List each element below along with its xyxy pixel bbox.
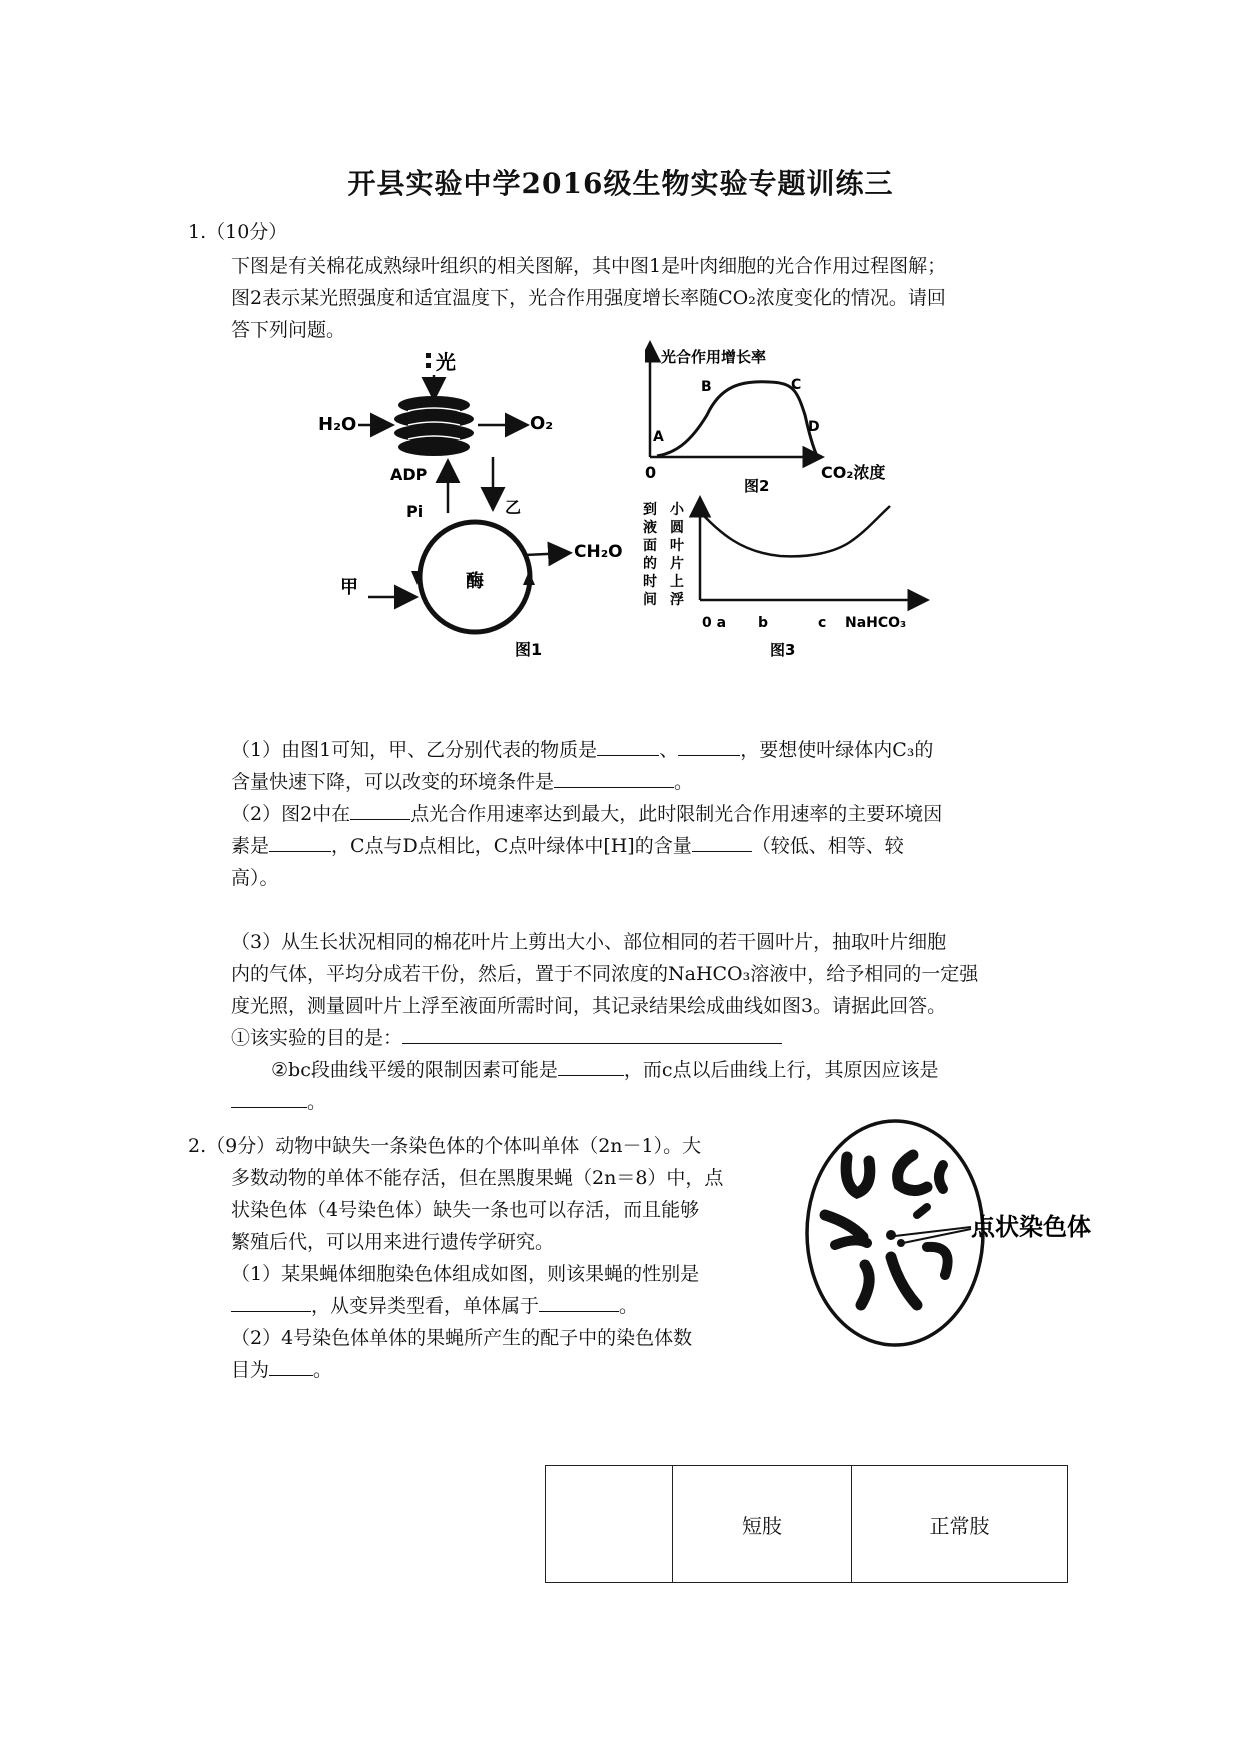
dot-chromosome [886, 1230, 896, 1240]
answer-blank[interactable] [402, 1023, 782, 1044]
table-row [546, 1466, 1068, 1583]
answer-blank[interactable] [350, 799, 410, 820]
figure-3-nahco3-curve [640, 492, 930, 672]
answer-blank[interactable] [231, 1087, 307, 1108]
q1-intro-line-3: 答下列问题。 [231, 319, 346, 341]
chromosome-shape [891, 1257, 917, 1305]
svg-text:的: 的 [643, 556, 657, 572]
cycle-arrow-icon [523, 571, 535, 585]
svg-text:浮: 浮 [670, 592, 684, 608]
chromosome-shape [835, 1240, 867, 1245]
q1-sub3-line3: 度光照，测量圆叶片上浮至液面所需时间，其记录结果绘成曲线如图3。请据此回答。 [231, 995, 947, 1017]
q2-sub1-line2: ，从变异类型看，单体属于 。 [231, 1290, 638, 1322]
q1-sub1-line1: （1）由图1可知，甲、乙分别代表的物质是 、 ，要想使叶绿体内C₃的 [231, 734, 933, 766]
tick-label: c [818, 615, 827, 631]
light-dot-icon [426, 363, 431, 368]
q2-sub2-line1: （2）4号染色体单体的果蝇所产生的配子中的染色体数 [231, 1327, 693, 1349]
ch2o-label: CH₂O [574, 542, 623, 562]
answer-blank[interactable] [269, 831, 331, 852]
enzyme-label: 酶 [466, 571, 484, 592]
chromosome-shape [917, 1207, 927, 1215]
figure-1-caption: 图1 [515, 640, 543, 659]
q2-line2: 多数动物的单体不能存活，但在黑腹果蝇（2n＝8）中，点 [231, 1167, 724, 1189]
page-title: 开县实验中学2016级生物实验专题训练三 [347, 167, 894, 200]
thylakoid-disc [398, 438, 470, 456]
q2-line4: 繁殖后代，可以用来进行遗传学研究。 [231, 1231, 555, 1253]
figure-2-caption: 图2 [744, 477, 770, 495]
o2-label: O₂ [530, 413, 554, 434]
figure-3-caption: 图3 [770, 641, 796, 659]
svg-text:片: 片 [670, 556, 684, 572]
svg-text:叶: 叶 [670, 538, 684, 554]
point-a-label: A [653, 429, 664, 445]
answer-blank[interactable] [678, 735, 740, 756]
q2-sub1-line1: （1）某果蝇体细胞染色体组成如图，则该果蝇的性别是 [231, 1263, 700, 1285]
chromosome-shape [898, 1155, 927, 1191]
dot-chromosome-label: 点状染色体 [971, 1213, 1091, 1241]
jia-label: 甲 [340, 577, 358, 598]
answer-blank[interactable] [231, 1291, 311, 1312]
answer-blank[interactable] [539, 1291, 619, 1312]
answer-blank[interactable] [269, 1355, 313, 1376]
table-cell: 正常肢 [852, 1466, 1068, 1583]
q2-sub2-line2: 目为 。 [231, 1354, 332, 1386]
answer-blank[interactable] [597, 735, 659, 756]
answer-blank[interactable] [554, 767, 674, 788]
q1-sub3-line5: ②bc段曲线平缓的限制因素可能是 ，而c点以后曲线上行，其原因应该是 [271, 1054, 939, 1086]
answer-blank[interactable] [692, 831, 752, 852]
svg-text:上: 上 [670, 574, 684, 590]
chromosome-shape [861, 1265, 869, 1305]
q1-sub3-line1: （3）从生长状况相同的棉花叶片上剪出大小、部位相同的若干圆叶片，抽取叶片细胞 [231, 931, 947, 953]
point-d-label: D [808, 419, 820, 435]
table-cell: 短肢 [673, 1466, 852, 1583]
svg-text:到: 到 [643, 502, 657, 518]
figure-1-photosynthesis-diagram [310, 345, 640, 665]
figure-2-co2-curve [645, 335, 915, 495]
q1-number: 1.（10分） [188, 221, 288, 243]
answer-table [545, 1465, 1068, 1583]
tick-label: 0 a [702, 615, 727, 631]
chromosome-figure [795, 1115, 1140, 1355]
svg-text:时: 时 [643, 574, 657, 590]
svg-text:面: 面 [643, 538, 657, 554]
adp-label: ADP [390, 465, 428, 484]
q1-sub2-line2: 素是 ，C点与D点相比，C点叶绿体中[H]的含量 （较低、相等、较 [231, 830, 904, 862]
svg-text:圆: 圆 [670, 520, 684, 536]
chromosome-shape [846, 1157, 870, 1193]
q1-sub3-line2: 内的气体，平均分成若干份，然后，置于不同浓度的NaHCO₃溶液中，给予相同的一定强 [231, 963, 979, 985]
pi-label: Pi [406, 502, 424, 521]
chromosome-shape [927, 1247, 948, 1275]
q1-sub3-line4: ①该实验的目的是： [231, 1022, 782, 1054]
q1-sub3-line6: 。 [231, 1086, 326, 1118]
q1-sub2-line1: （2）图2中在 点光合作用速率达到最大，此时限制光合作用速率的主要环境因 [231, 798, 942, 830]
chromosome-shape [939, 1165, 943, 1189]
svg-text:间: 间 [643, 592, 657, 608]
chromosome-shape [825, 1215, 863, 1237]
light-label: 光 [436, 350, 456, 374]
q2-line3: 状染色体（4号染色体）缺失一条也可以存活，而且能够 [231, 1199, 700, 1221]
h2o-label: H₂O [318, 414, 357, 435]
svg-text:液: 液 [643, 520, 657, 536]
q1-intro-line-2: 图2表示某光照强度和适宜温度下，光合作用强度增长率随CO₂浓度变化的情况。请回 [231, 287, 946, 309]
svg-text:小: 小 [670, 502, 684, 518]
point-c-label: C [791, 377, 802, 393]
q2-line1: 2.（9分）动物中缺失一条染色体的个体叫单体（2n－1）。大 [188, 1135, 702, 1157]
answer-blank[interactable] [558, 1055, 624, 1076]
q1-sub2-line3: 高）。 [231, 867, 279, 889]
y-axis-label: 光合作用增长率 [661, 348, 767, 366]
tick-label: NaHCO₃ [845, 615, 907, 631]
light-dot-icon [426, 353, 431, 358]
origin-label: 0 [645, 463, 657, 482]
table-cell [546, 1466, 673, 1583]
point-b-label: B [701, 379, 712, 395]
tick-label: b [758, 615, 769, 631]
q1-intro-line-1: 下图是有关棉花成熟绿叶组织的相关图解，其中图1是叶肉细胞的光合作用过程图解； [231, 255, 947, 277]
yi-label: 乙 [505, 498, 522, 517]
float-time-curve [702, 506, 890, 556]
x-axis-label: CO₂浓度 [821, 463, 886, 482]
q1-sub1-line2: 含量快速下降，可以改变的环境条件是 。 [231, 766, 693, 798]
